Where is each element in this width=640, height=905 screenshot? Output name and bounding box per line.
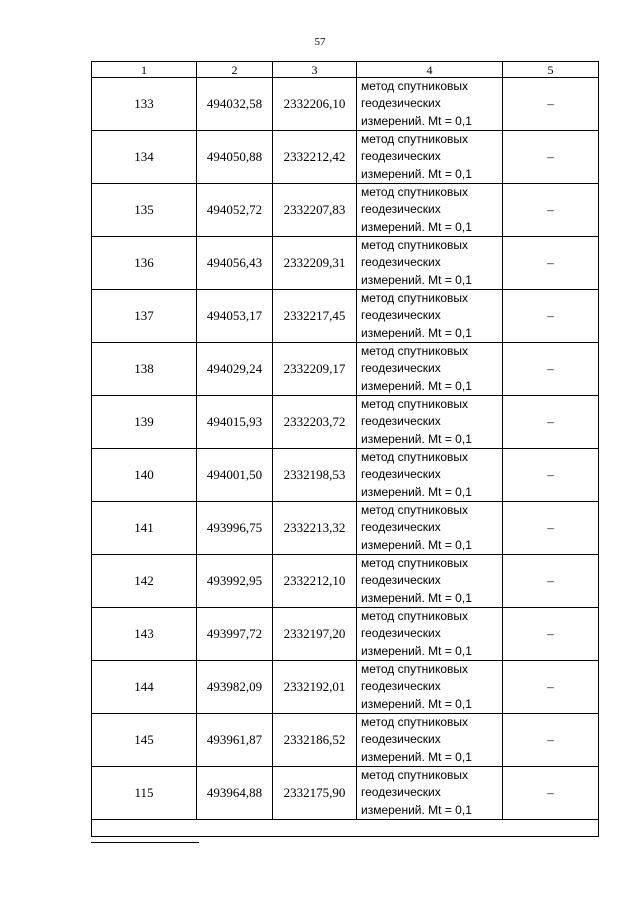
method-cell (357, 502, 503, 555)
x-coordinate-cell: 494015,93 (197, 396, 273, 449)
method-cell (357, 343, 503, 396)
method-line: измерений. Mt = 0,1 (361, 325, 472, 340)
method-line: метод спутниковых (361, 79, 469, 94)
method-line: геодезических (361, 308, 441, 323)
method-line: геодезических (361, 679, 441, 694)
method-cell (357, 237, 503, 290)
point-number-cell: 133 (92, 78, 197, 131)
x-coordinate-cell: 494032,58 (197, 78, 273, 131)
y-coordinate-cell: 2332207,83 (273, 184, 357, 237)
y-coordinate-cell: 2332197,20 (273, 608, 357, 661)
note-cell: – (503, 237, 599, 290)
x-coordinate-cell: 494053,17 (197, 290, 273, 343)
method-line: геодезических (361, 467, 441, 482)
point-number-cell: 134 (92, 131, 197, 184)
method-cell (357, 661, 503, 714)
table-header-row (92, 62, 599, 78)
table-row (92, 502, 599, 555)
note-cell: – (503, 661, 599, 714)
method-line: метод спутниковых (361, 132, 469, 147)
coordinates-table (91, 61, 599, 837)
table-row (92, 714, 599, 767)
header-col-4: 4 (357, 62, 503, 78)
point-number-cell: 139 (92, 396, 197, 449)
y-coordinate-cell: 2332209,31 (273, 237, 357, 290)
method-line: метод спутниковых (361, 503, 469, 518)
method-cell (357, 714, 503, 767)
method-line: геодезических (361, 202, 441, 217)
method-line: метод спутниковых (361, 556, 469, 571)
y-coordinate-cell: 2332186,52 (273, 714, 357, 767)
point-number-cell: 115 (92, 767, 197, 820)
method-line: измерений. Mt = 0,1 (361, 166, 472, 181)
method-line: геодезических (361, 255, 441, 270)
table-row (92, 767, 599, 820)
note-cell: – (503, 396, 599, 449)
method-cell (357, 131, 503, 184)
note-cell: – (503, 555, 599, 608)
y-coordinate-cell: 2332213,32 (273, 502, 357, 555)
method-cell (357, 555, 503, 608)
header-col-1: 1 (92, 62, 197, 78)
method-line: метод спутниковых (361, 185, 469, 200)
point-number-cell: 135 (92, 184, 197, 237)
note-cell: – (503, 502, 599, 555)
method-cell (357, 78, 503, 131)
x-coordinate-cell: 493964,88 (197, 767, 273, 820)
y-coordinate-cell: 2332217,45 (273, 290, 357, 343)
method-line: измерений. Mt = 0,1 (361, 590, 472, 605)
note-cell: – (503, 767, 599, 820)
y-coordinate-cell: 2332212,42 (273, 131, 357, 184)
method-line: измерений. Mt = 0,1 (361, 749, 472, 764)
method-line: геодезических (361, 414, 441, 429)
y-coordinate-cell: 2332192,01 (273, 661, 357, 714)
header-col-2: 2 (197, 62, 273, 78)
method-cell (357, 184, 503, 237)
method-line: геодезических (361, 732, 441, 747)
x-coordinate-cell: 493997,72 (197, 608, 273, 661)
table-row (92, 237, 599, 290)
x-coordinate-cell: 494050,88 (197, 131, 273, 184)
note-cell: – (503, 78, 599, 131)
point-number-cell: 140 (92, 449, 197, 502)
method-line: метод спутниковых (361, 609, 469, 624)
page-number: 57 (314, 36, 326, 48)
method-line: измерений. Mt = 0,1 (361, 431, 472, 446)
point-number-cell: 145 (92, 714, 197, 767)
note-cell: – (503, 290, 599, 343)
x-coordinate-cell: 494029,24 (197, 343, 273, 396)
point-number-cell: 142 (92, 555, 197, 608)
method-line: измерений. Mt = 0,1 (361, 643, 472, 658)
y-coordinate-cell: 2332212,10 (273, 555, 357, 608)
point-number-cell: 137 (92, 290, 197, 343)
method-line: геодезических (361, 573, 441, 588)
y-coordinate-cell: 2332203,72 (273, 396, 357, 449)
note-cell: – (503, 608, 599, 661)
method-cell (357, 608, 503, 661)
method-line: метод спутниковых (361, 238, 469, 253)
method-line: измерений. Mt = 0,1 (361, 113, 472, 128)
method-line: измерений. Mt = 0,1 (361, 272, 472, 287)
method-line: метод спутниковых (361, 291, 469, 306)
y-coordinate-cell: 2332209,17 (273, 343, 357, 396)
note-cell: – (503, 131, 599, 184)
note-cell: – (503, 184, 599, 237)
method-line: геодезических (361, 626, 441, 641)
x-coordinate-cell: 494001,50 (197, 449, 273, 502)
table-row (92, 608, 599, 661)
point-number-cell: 143 (92, 608, 197, 661)
y-coordinate-cell: 2332175,90 (273, 767, 357, 820)
x-coordinate-cell: 493961,87 (197, 714, 273, 767)
method-cell (357, 290, 503, 343)
method-line: измерений. Mt = 0,1 (361, 219, 472, 234)
method-line: метод спутниковых (361, 662, 469, 677)
table-row (92, 555, 599, 608)
method-line: метод спутниковых (361, 715, 469, 730)
table-row (92, 449, 599, 502)
method-line: метод спутниковых (361, 768, 469, 783)
point-number-cell: 136 (92, 237, 197, 290)
y-coordinate-cell: 2332206,10 (273, 78, 357, 131)
method-line: измерений. Mt = 0,1 (361, 537, 472, 552)
table-row (92, 396, 599, 449)
method-line: метод спутниковых (361, 397, 469, 412)
note-cell: – (503, 343, 599, 396)
note-cell: – (503, 714, 599, 767)
method-line: измерений. Mt = 0,1 (361, 378, 472, 393)
method-line: геодезических (361, 361, 441, 376)
method-cell (357, 767, 503, 820)
header-col-5: 5 (503, 62, 599, 78)
method-line: геодезических (361, 96, 441, 111)
table-row (92, 290, 599, 343)
x-coordinate-cell: 493992,95 (197, 555, 273, 608)
x-coordinate-cell: 493982,09 (197, 661, 273, 714)
table-row (92, 184, 599, 237)
table-row (92, 661, 599, 714)
x-coordinate-cell: 493996,75 (197, 502, 273, 555)
method-line: метод спутниковых (361, 450, 469, 465)
point-number-cell: 144 (92, 661, 197, 714)
x-coordinate-cell: 494056,43 (197, 237, 273, 290)
footnote-divider (91, 842, 199, 843)
method-line: измерений. Mt = 0,1 (361, 802, 472, 817)
y-coordinate-cell: 2332198,53 (273, 449, 357, 502)
header-col-3: 3 (273, 62, 357, 78)
method-cell (357, 449, 503, 502)
method-line: геодезических (361, 785, 441, 800)
method-line: геодезических (361, 520, 441, 535)
empty-cell (92, 820, 599, 837)
point-number-cell: 141 (92, 502, 197, 555)
point-number-cell: 138 (92, 343, 197, 396)
table-row (92, 131, 599, 184)
method-line: измерений. Mt = 0,1 (361, 696, 472, 711)
table-row (92, 343, 599, 396)
method-line: измерений. Mt = 0,1 (361, 484, 472, 499)
x-coordinate-cell: 494052,72 (197, 184, 273, 237)
table-row (92, 78, 599, 131)
method-line: метод спутниковых (361, 344, 469, 359)
method-line: геодезических (361, 149, 441, 164)
method-cell (357, 396, 503, 449)
empty-row (92, 820, 599, 837)
note-cell: – (503, 449, 599, 502)
